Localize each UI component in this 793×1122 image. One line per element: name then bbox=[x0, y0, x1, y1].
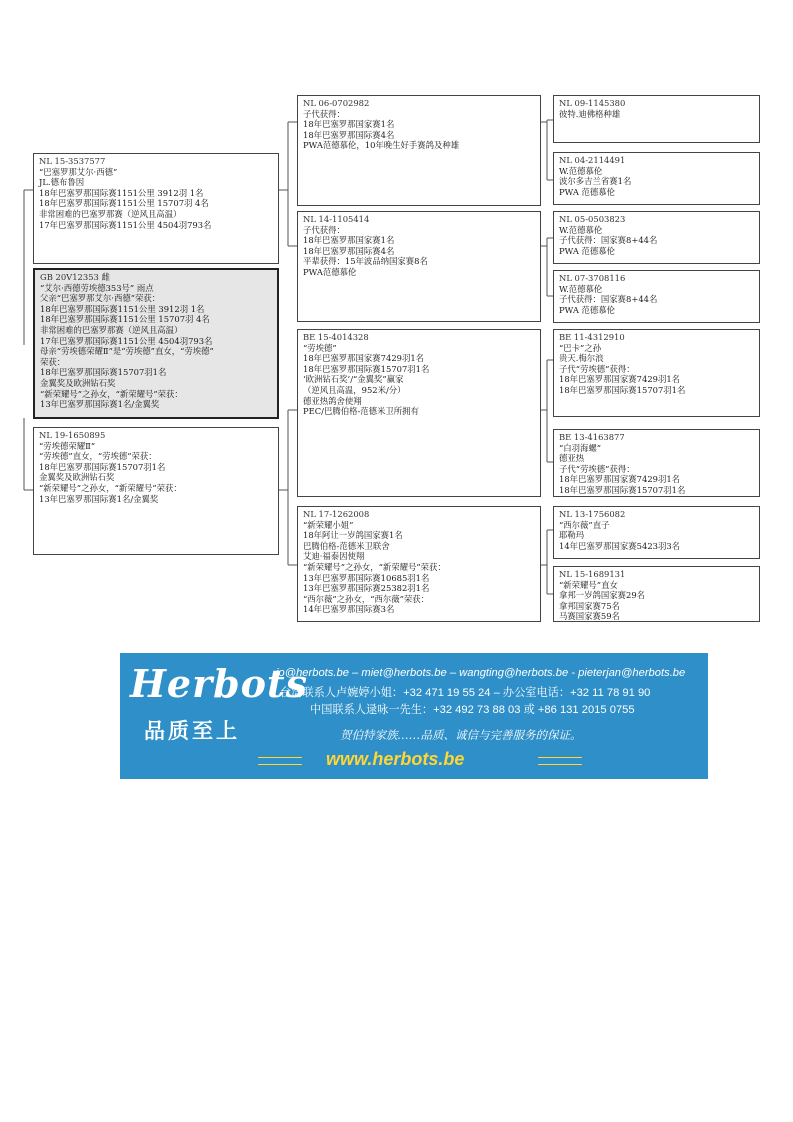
pedigree-line: 18年巴塞罗那国家赛1名 bbox=[303, 119, 395, 130]
pedigree-line: “西尔薇”直子 bbox=[559, 519, 610, 530]
pedigree-line: PEC/巴腾伯格-范德米卫所拥有 bbox=[303, 406, 419, 417]
pedigree-line: “新荣耀小姐” bbox=[303, 519, 354, 530]
pedigree-line: 17年巴塞罗那国际赛1151公里 4504羽793名 bbox=[39, 219, 212, 230]
pedigree-line: （逆风且高温，952米/分） bbox=[303, 384, 406, 395]
pedigree-line: 18年巴塞罗那国际赛4名 bbox=[303, 245, 395, 256]
dsd-lines bbox=[559, 432, 754, 496]
ddd-lines bbox=[559, 569, 754, 622]
ring-number: NL 05-0503823 bbox=[559, 214, 626, 224]
pedigree-line: 子代获得：国家赛8+44名 bbox=[559, 294, 658, 305]
pedigree-line: ‘欧洲钻石奖’/“金翼奖”赢家 bbox=[303, 374, 404, 385]
pedigree-line: 13年巴塞罗那国际赛10685羽1名 bbox=[303, 572, 430, 583]
pedigree-line: 18年巴塞罗那国际赛15707羽1名 bbox=[303, 363, 430, 374]
pedigree-line: 子代“劳埃德”获得： bbox=[559, 463, 635, 474]
pedigree-line: 波尔多吉兰省赛1名 bbox=[559, 176, 632, 187]
pedigree-line: PWA范德慕伦，10年晚生好手赛鸽及种雄 bbox=[303, 140, 460, 151]
pedigree-line: W.范德慕伦 bbox=[559, 224, 603, 235]
dam-lines bbox=[39, 430, 273, 504]
china-contact: 中国联系人逯咏一先生：+32 492 73 88 03 或 +86 131 2015 0755 bbox=[310, 704, 635, 716]
pedigree-line: 18年巴塞罗那国际赛1151公里 3912羽 1名 bbox=[39, 187, 204, 198]
ring-number: NL 04-2114491 bbox=[559, 155, 626, 165]
pedigree-line: PWA 范德慕伦 bbox=[559, 304, 616, 315]
pedigree-line: 13年巴塞罗那国际赛1名/金翼奖 bbox=[39, 493, 159, 504]
sire-sire-lines bbox=[303, 98, 535, 151]
herbots-logo: Herbots bbox=[130, 661, 308, 706]
pedigree-line: “新荣耀号”之孙女，“新荣耀号”荣获： bbox=[303, 561, 446, 572]
pedigree-line: “劳埃德”直女，“劳埃德”荣获： bbox=[39, 451, 157, 462]
pedigree-line: 贵天.梅尔浪 bbox=[559, 353, 604, 364]
pedigree-box-sds bbox=[553, 211, 760, 264]
pedigree-box-sire-dam bbox=[297, 211, 541, 322]
pedigree-line: 金翼奖及欧洲钻石奖 bbox=[40, 377, 116, 388]
pedigree-line: PWA 范德慕伦 bbox=[559, 245, 616, 256]
ring-number: BE 15-4014328 bbox=[303, 332, 369, 342]
pedigree-line: 巴腾伯格-范德米卫联舍 bbox=[303, 540, 390, 551]
pedigree-line: 13年巴塞罗那国际赛25382羽1名 bbox=[303, 583, 430, 594]
dam-dam-lines bbox=[303, 509, 535, 615]
pedigree-line: 18年阿让一岁鸽国家赛1名 bbox=[303, 530, 403, 541]
pedigree-line: 荣获： bbox=[40, 356, 66, 367]
ring-number: NL 17-1262008 bbox=[303, 509, 370, 519]
pedigree-line: “巴塞罗那艾尔·西德” bbox=[39, 166, 118, 177]
pedigree-line: 德亚热鸽舍使翔 bbox=[303, 395, 362, 406]
pedigree-line: “新荣耀号”之孙女，“新荣耀号”荣获： bbox=[39, 482, 182, 493]
ring-number: BE 11-4312910 bbox=[559, 332, 625, 342]
pedigree-line: PWA范德慕伦 bbox=[303, 266, 357, 277]
decorative-rule-right bbox=[538, 757, 582, 765]
pedigree-line: 子代获得： bbox=[303, 108, 345, 119]
pedigree-line: 18年巴塞罗那国际赛1151公里 15707羽 4名 bbox=[40, 314, 210, 325]
pedigree-line: 拿邦一岁鸽国家赛29名 bbox=[559, 590, 646, 601]
pedigree-line: 母亲“劳埃德荣耀Ⅱ”是“劳埃德”直女，“劳埃德” bbox=[40, 346, 214, 357]
pedigree-box-dam-sire bbox=[297, 329, 541, 497]
pedigree-box-dsd bbox=[553, 429, 760, 497]
pedigree-box-dss bbox=[553, 329, 760, 417]
pedigree-line: 子代“劳埃德”获得： bbox=[559, 363, 635, 374]
sire-dam-lines bbox=[303, 214, 535, 278]
pedigree-line: 艾迪·福泰因使翔 bbox=[303, 551, 365, 562]
pedigree-line: 马赛国家赛59名 bbox=[559, 611, 620, 622]
pedigree-line: “新荣耀号”之孙女，“新荣耀号”荣获： bbox=[40, 388, 183, 399]
pedigree-line: 非常困难的巴塞罗那赛（逆风且高温） bbox=[40, 324, 183, 335]
pedigree-box-sdd bbox=[553, 270, 760, 323]
sire-lines bbox=[39, 156, 273, 230]
pedigree-line: W.范德慕伦 bbox=[559, 165, 603, 176]
pedigree-box-sire bbox=[33, 153, 279, 264]
ring-number: NL 14-1105414 bbox=[303, 214, 370, 224]
pedigree-line: JL.德布鲁因 bbox=[39, 177, 85, 188]
pedigree-line: 平辈获得：15年波品纳国家赛8名 bbox=[303, 256, 428, 267]
sds-lines bbox=[559, 214, 754, 256]
pedigree-line: “新荣耀号”直女 bbox=[559, 579, 618, 590]
pedigree-line: 18年巴塞罗那国际赛4名 bbox=[303, 129, 395, 140]
ring-number: GB 20V12353 雌 bbox=[40, 272, 110, 282]
pedigree-line: W.范德慕伦 bbox=[559, 283, 603, 294]
pedigree-line: “巴卡”之孙 bbox=[559, 342, 602, 353]
pedigree-line: 父亲“巴塞罗那艾尔·西德”荣获： bbox=[40, 293, 161, 304]
ssd-lines bbox=[559, 155, 754, 197]
pedigree-line: “西尔薇”之孙女，“西尔薇”荣获： bbox=[303, 593, 430, 604]
pedigree-box-dam-dam bbox=[297, 506, 541, 622]
pedigree-line: 14年巴塞罗那国家赛5423羽3名 bbox=[559, 540, 681, 551]
pedigree-line: 18年巴塞罗那国家赛1名 bbox=[303, 235, 395, 246]
ring-number: BE 13-4163877 bbox=[559, 432, 625, 442]
pedigree-box-subject bbox=[33, 268, 279, 419]
ring-number: NL 15-3537577 bbox=[39, 156, 106, 166]
pedigree-line: “劳埃德” bbox=[303, 342, 337, 353]
tagline-text: 贺伯特家族……品质、诚信与完善服务的保证。 bbox=[340, 728, 582, 742]
pedigree-line: 18年巴塞罗那国际赛15707羽1名 bbox=[559, 484, 686, 495]
pedigree-line: 13年巴塞罗那国际赛1名/金翼奖 bbox=[40, 399, 160, 410]
pedigree-line: 18年巴塞罗那国家赛7429羽1名 bbox=[303, 353, 425, 364]
slogan-text: 品质至上 bbox=[144, 719, 240, 743]
ring-number: NL 19-1650895 bbox=[39, 430, 106, 440]
sdd-lines bbox=[559, 273, 754, 315]
pedigree-box-dam bbox=[33, 427, 279, 555]
pedigree-line: 18年巴塞罗那国际赛15707羽1名 bbox=[559, 384, 686, 395]
ring-number: NL 09-1145380 bbox=[559, 98, 626, 108]
pedigree-line: 子代获得： bbox=[303, 224, 345, 235]
decorative-rule-left bbox=[258, 757, 302, 765]
dds-lines bbox=[559, 509, 754, 551]
pedigree-line: 14年巴塞罗那国际赛3名 bbox=[303, 604, 395, 615]
pedigree-line: “白羽海螺” bbox=[559, 442, 602, 453]
pedigree-line: 耶勒玛 bbox=[559, 530, 585, 541]
herbots-banner bbox=[120, 653, 708, 779]
pedigree-box-ddd bbox=[553, 566, 760, 622]
pedigree-box-dds bbox=[553, 506, 760, 559]
pedigree-line: 18年巴塞罗那国际赛1151公里 15707羽 4名 bbox=[39, 198, 209, 209]
pedigree-line: “艾尔·西德劳埃德353号” 雨点 bbox=[40, 282, 154, 293]
pedigree-line: 拿邦国家赛75名 bbox=[559, 600, 620, 611]
pedigree-box-ssd bbox=[553, 152, 760, 205]
pedigree-line: 18年巴塞罗那国家赛7429羽1名 bbox=[559, 374, 681, 385]
pedigree-box-sire-sire bbox=[297, 95, 541, 206]
pedigree-line: 子代获得：国家赛8+44名 bbox=[559, 235, 658, 246]
dam-sire-lines bbox=[303, 332, 535, 417]
email-contacts[interactable]: jo@herbots.be – miet@herbots.be – wangting@herbots.be - pieterjan@herbots.be bbox=[276, 667, 686, 679]
ring-number: NL 13-1756082 bbox=[559, 509, 626, 519]
taiwan-contact: 台湾联系人卢婉婷小姐：+32 471 19 55 24 – 办公室电话：+32 11 78 91 90 bbox=[280, 687, 651, 699]
pedigree-box-sss bbox=[553, 95, 760, 143]
ring-number: NL 15-1689131 bbox=[559, 569, 626, 579]
pedigree-line: 18年巴塞罗那国家赛7429羽1名 bbox=[559, 474, 681, 485]
pedigree-line: 德亚热 bbox=[559, 453, 585, 464]
pedigree-line: 18年巴塞罗那国际赛1151公里 3912羽 1名 bbox=[40, 303, 205, 314]
pedigree-line: PWA 范德慕伦 bbox=[559, 186, 616, 197]
pedigree-line: 18年巴塞罗那国际赛15707羽1名 bbox=[39, 461, 166, 472]
dss-lines bbox=[559, 332, 754, 396]
subject-lines bbox=[40, 272, 272, 410]
pedigree-line: 金翼奖及欧洲钻石奖 bbox=[39, 472, 115, 483]
pedigree-line: 彼特.迪佛格种雄 bbox=[559, 108, 621, 119]
pedigree-line: 17年巴塞罗那国际赛1151公里 4504羽793名 bbox=[40, 335, 213, 346]
pedigree-line: “劳埃德荣耀Ⅱ” bbox=[39, 440, 96, 451]
ring-number: NL 06-0702982 bbox=[303, 98, 370, 108]
pedigree-line: 18年巴塞罗那国际赛15707羽1名 bbox=[40, 367, 167, 378]
sss-lines bbox=[559, 98, 754, 119]
pedigree-line: 非常困难的巴塞罗那赛（逆风且高温） bbox=[39, 208, 182, 219]
website-link[interactable]: www.herbots.be bbox=[326, 749, 465, 769]
ring-number: NL 07-3708116 bbox=[559, 273, 626, 283]
